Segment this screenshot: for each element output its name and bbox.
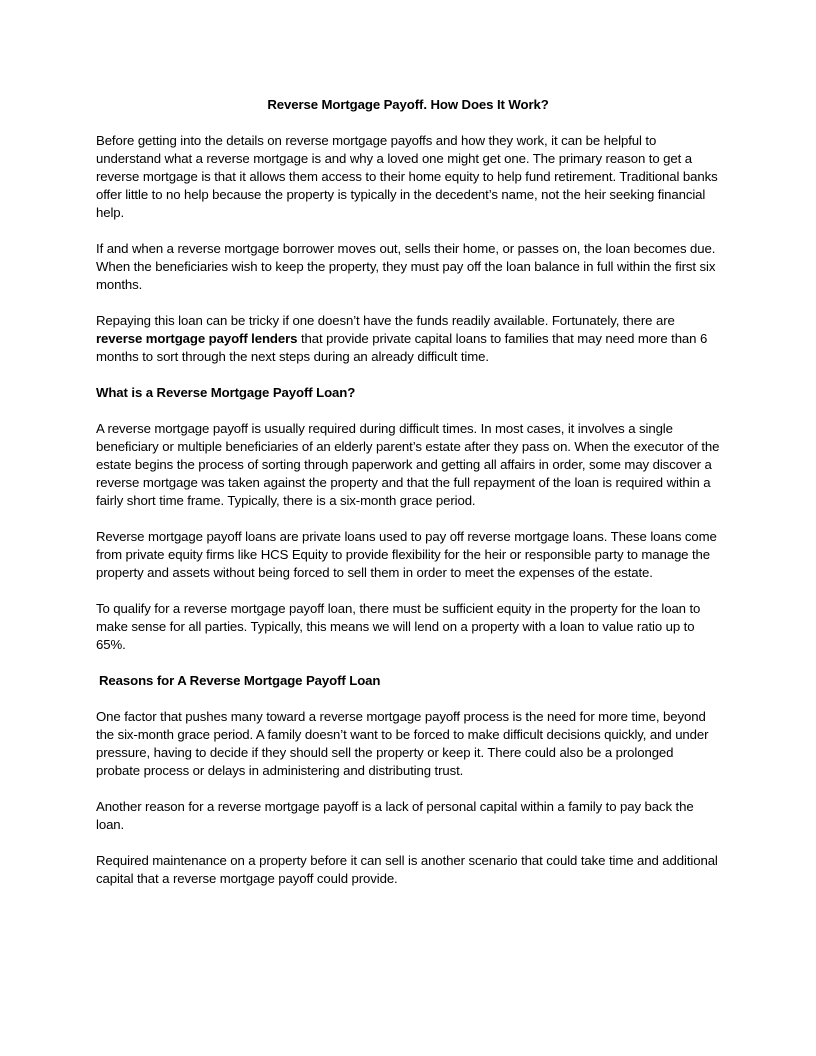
section2-paragraph-2: Another reason for a reverse mortgage payoff is a lack of personal capital within a family to pay back the loan. bbox=[96, 799, 694, 832]
intro-paragraph-3-start: Repaying this loan can be tricky if one doesn’t have the funds readily available. Fortunately, there are bbox=[96, 313, 675, 328]
intro-paragraph-3-end: that provide private capital loans to families that may need more than 6 months to sort through the next steps during an already difficult time. bbox=[96, 331, 708, 364]
section-heading-reasons: Reasons for A Reverse Mortgage Payoff Loan bbox=[99, 673, 381, 688]
document-title: Reverse Mortgage Payoff. How Does It Work? bbox=[267, 97, 549, 112]
lenders-link-text: reverse mortgage payoff lenders bbox=[96, 331, 298, 346]
section1-paragraph-3: To qualify for a reverse mortgage payoff loan, there must be sufficient equity in the property for the loan to make sense for all parties. Typically, this means we will lend on a property with a loan to value ratio up to 65%. bbox=[96, 601, 701, 652]
intro-paragraph-2: If and when a reverse mortgage borrower moves out, sells their home, or passes on, the loan becomes due. When the beneficiaries wish to keep the property, they must pay off the loan balance in full within the first six months. bbox=[96, 241, 716, 292]
intro-paragraph-1: Before getting into the details on reverse mortgage payoffs and how they work, it can be helpful to understand what a reverse mortgage is and why a loved one might get one. The primary reason to get a reverse mortgage is that it allows them access to their home equity to help fund retirement. Traditional banks offer little to no help because the property is typically in the decedent’s name, not the heir seeking financial help. bbox=[96, 133, 718, 220]
section2-paragraph-1: One factor that pushes many toward a reverse mortgage payoff process is the need for more time, beyond the six-month grace period. A family doesn’t want to be forced to make difficult decisions quickly, and under pressure, having to decide if they should sell the property or keep it. There could also be a prolonged probate process or delays in administering and distributing trust. bbox=[96, 709, 709, 778]
section-heading-what-is: What is a Reverse Mortgage Payoff Loan? bbox=[96, 385, 356, 400]
section2-paragraph-3: Required maintenance on a property before it can sell is another scenario that could take time and additional capital that a reverse mortgage payoff could provide. bbox=[96, 853, 718, 886]
section1-paragraph-2: Reverse mortgage payoff loans are private loans used to pay off reverse mortgage loans. These loans come from private equity firms like HCS Equity to provide flexibility for the heir or responsible party to manage the property and assets without being forced to sell them in order to meet the expenses of the estate. bbox=[96, 529, 717, 580]
section1-paragraph-1: A reverse mortgage payoff is usually required during difficult times. In most cases, it involves a single beneficiary or multiple beneficiaries of an elderly parent’s estate after they pass on. When the executor of the estate begins the process of sorting through paperwork and getting all affairs in order, some may discover a reverse mortgage was taken against the property and that the full repayment of the loan is required within a fairly short time frame. Typically, there is a six-month grace period. bbox=[96, 421, 720, 508]
document-page bbox=[96, 96, 720, 906]
intro-paragraph-3 bbox=[96, 312, 720, 366]
